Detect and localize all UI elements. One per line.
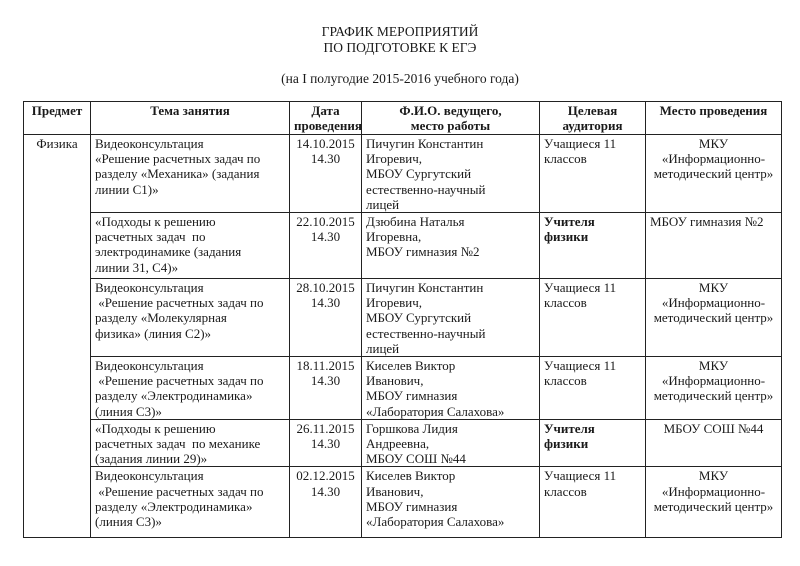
host-cell xyxy=(362,467,540,538)
cell-text-line: методический центр» xyxy=(653,388,774,404)
cell-text-line: расчетных задач по механике xyxy=(95,436,261,452)
cell-text-line: 22.10.2015 xyxy=(296,214,355,230)
cell-text-line: разделу «Электродинамика» xyxy=(95,388,253,404)
header-date xyxy=(290,102,362,135)
cell-text-line: классов xyxy=(544,151,587,167)
date-cell xyxy=(290,213,362,279)
place-cell xyxy=(646,357,782,420)
cell-text-line: 14.30 xyxy=(310,295,341,311)
audience-cell xyxy=(540,467,646,538)
cell-text-line: естественно-научный xyxy=(366,325,486,341)
cell-text-line: Учащиеся 11 xyxy=(544,468,617,484)
header-audience xyxy=(540,102,646,135)
cell-text-line: «Лаборатория Салахова» xyxy=(366,403,505,419)
cell-text-line: 14.30 xyxy=(310,229,341,245)
cell-text-line: 14.30 xyxy=(310,373,341,389)
date-cell xyxy=(290,357,362,420)
document-title-line-1: ГРАФИК МЕРОПРИЯТИЙ xyxy=(321,24,479,39)
cell-text-line: «Решение расчетных задач по xyxy=(95,295,264,311)
topic-cell xyxy=(91,467,290,538)
host-cell xyxy=(362,279,540,357)
topic-cell xyxy=(91,213,290,279)
header-place xyxy=(646,102,782,135)
cell-text-line: классов xyxy=(544,373,587,389)
header-host xyxy=(362,102,540,135)
topic-cell xyxy=(91,135,290,213)
cell-text-line: методический центр» xyxy=(653,498,774,514)
cell-text-line: МБОУ Сургутский xyxy=(366,310,472,326)
header-text-line: место работы xyxy=(410,118,491,134)
cell-text-line: «Подходы к решению xyxy=(95,420,216,436)
cell-text-line: лицей xyxy=(366,340,400,356)
place-cell xyxy=(646,135,782,213)
audience-cell xyxy=(540,357,646,420)
cell-text-line: Пичугин Константин xyxy=(366,136,484,151)
cell-text-line: расчетных задач по xyxy=(95,229,206,245)
cell-text-line: Андреевна, xyxy=(366,436,430,452)
cell-text-line: методический центр» xyxy=(653,166,774,182)
cell-text-line: МКУ xyxy=(698,468,729,484)
header-topic xyxy=(91,102,290,135)
cell-text-line: «Решение расчетных задач по xyxy=(95,373,264,389)
table-header-row xyxy=(24,102,782,135)
audience-cell xyxy=(540,419,646,467)
cell-text-line: 14.10.2015 xyxy=(296,136,355,151)
cell-text-line: методический центр» xyxy=(653,310,774,326)
cell-text-line: 28.10.2015 xyxy=(296,280,355,296)
cell-text-line: «Подходы к решению xyxy=(95,214,216,230)
cell-text-line: 14.30 xyxy=(310,151,341,167)
cell-text-line: МКУ xyxy=(698,280,729,296)
cell-text-line: Видеоконсультация xyxy=(95,136,204,151)
cell-text-line: Игоревич, xyxy=(366,295,423,311)
audience-cell xyxy=(540,279,646,357)
cell-text-line: «Информационно- xyxy=(661,151,766,167)
place-cell xyxy=(646,279,782,357)
cell-text-line: линии С1)» xyxy=(95,181,159,197)
cell-text-line: МКУ xyxy=(698,136,729,151)
cell-text-line: 18.11.2015 xyxy=(296,358,355,374)
cell-text-line: Игоревич, xyxy=(366,151,423,167)
header-text-line: Предмет xyxy=(31,103,83,118)
cell-text-line: Горшкова Лидия xyxy=(366,420,458,436)
cell-text-line: физики xyxy=(544,229,589,245)
host-cell xyxy=(362,213,540,279)
cell-text-line: Киселев Виктор xyxy=(366,358,456,374)
cell-text-line: (линия С3)» xyxy=(95,514,162,530)
date-cell xyxy=(290,467,362,538)
header-text-line: Тема занятия xyxy=(150,103,230,118)
topic-cell xyxy=(91,419,290,467)
cell-text-line: «Информационно- xyxy=(661,295,766,311)
cell-text-line: «Решение расчетных задач по xyxy=(95,151,261,167)
table-row xyxy=(24,213,782,279)
events-schedule-table xyxy=(23,101,782,538)
document-title-line-2: ПО ПОДГОТОВКЕ К ЕГЭ xyxy=(323,40,477,55)
cell-text-line: разделу «Электродинамика» xyxy=(95,498,253,514)
cell-text-line: «Лаборатория Салахова» xyxy=(366,514,505,530)
cell-text-line: 02.12.2015 xyxy=(296,468,355,484)
cell-text-line: «Решение расчетных задач по xyxy=(95,483,264,499)
header-text-line: Место проведения xyxy=(659,103,768,118)
cell-text-line: Видеоконсультация xyxy=(95,468,204,484)
cell-text-line: (задания линии 29)» xyxy=(95,451,208,467)
cell-text-line: разделу «Молекулярная xyxy=(95,310,227,326)
cell-text-line: МБОУ гимназия xyxy=(366,498,458,514)
cell-text-line: классов xyxy=(544,483,587,499)
cell-text-line: «Информационно- xyxy=(661,373,766,389)
table-row xyxy=(24,279,782,357)
date-cell xyxy=(290,419,362,467)
audience-cell xyxy=(540,135,646,213)
cell-text-line: МКУ xyxy=(698,358,729,374)
cell-text-line: Пичугин Константин xyxy=(366,280,484,296)
host-cell xyxy=(362,135,540,213)
cell-text-line: МБОУ гимназия №2 xyxy=(366,244,480,260)
host-cell xyxy=(362,419,540,467)
cell-text-line: естественно-научный xyxy=(366,181,486,197)
cell-text-line: 14.30 xyxy=(310,436,341,452)
cell-text-line: МБОУ гимназия №2 xyxy=(650,214,764,230)
date-cell xyxy=(290,279,362,357)
cell-text-line: физика» (линия С2)» xyxy=(95,325,212,341)
cell-text-line: Игоревна, xyxy=(366,229,422,245)
place-cell xyxy=(646,213,782,279)
header-text-line: Дата xyxy=(311,103,340,118)
header-text-line: проведения xyxy=(294,118,362,134)
cell-text-line: разделу «Механика» (задания xyxy=(95,166,260,182)
header-text-line: Ф.И.О. ведущего, xyxy=(399,103,502,118)
topic-cell xyxy=(91,279,290,357)
host-cell xyxy=(362,357,540,420)
cell-text-line: классов xyxy=(544,295,587,311)
cell-text-line: линии 31, С4)» xyxy=(95,259,179,275)
table-row xyxy=(24,419,782,467)
cell-text-line: Видеоконсультация xyxy=(95,280,204,296)
cell-text-line: 26.11.2015 xyxy=(296,420,355,436)
cell-text-line: МБОУ гимназия xyxy=(366,388,458,404)
cell-text-line: «Информационно- xyxy=(661,483,766,499)
cell-text-line: Учащиеся 11 xyxy=(544,358,617,374)
cell-text-line: Учителя xyxy=(544,420,595,436)
cell-text-line: Дзюбина Наталья xyxy=(366,214,465,230)
cell-text-line: Киселев Виктор xyxy=(366,468,456,484)
cell-text-line: лицей xyxy=(366,196,400,212)
cell-text-line: Иванович, xyxy=(366,373,424,389)
table-row xyxy=(24,467,782,538)
cell-text-line: физики xyxy=(544,436,589,452)
date-cell xyxy=(290,135,362,213)
cell-text-line: (линия С3)» xyxy=(95,403,162,419)
cell-text-line: МБОУ СОШ №44 xyxy=(663,420,764,436)
document-subtitle: (на I полугодие 2015-2016 учебного года) xyxy=(281,71,519,86)
cell-text-line: Учащиеся 11 xyxy=(544,136,617,151)
cell-text-line: Иванович, xyxy=(366,483,424,499)
topic-cell xyxy=(91,357,290,420)
header-text-line: Целевая xyxy=(567,103,618,118)
cell-text-line: 14.30 xyxy=(310,483,341,499)
place-cell xyxy=(646,467,782,538)
cell-text-line: Видеоконсультация xyxy=(95,358,204,374)
cell-text-line: электродинамике (задания xyxy=(95,244,242,260)
cell-text-line: МБОУ Сургутский xyxy=(366,166,472,182)
cell-text-line: Учителя xyxy=(544,214,595,230)
header-text-line: аудитория xyxy=(562,118,623,134)
subject-cell: Физика xyxy=(24,135,91,538)
cell-text-line: МБОУ СОШ №44 xyxy=(366,451,466,467)
audience-cell xyxy=(540,213,646,279)
cell-text-line: Учащиеся 11 xyxy=(544,280,617,296)
header-subject xyxy=(24,102,91,135)
table-row xyxy=(24,135,782,213)
place-cell xyxy=(646,419,782,467)
table-row xyxy=(24,357,782,420)
